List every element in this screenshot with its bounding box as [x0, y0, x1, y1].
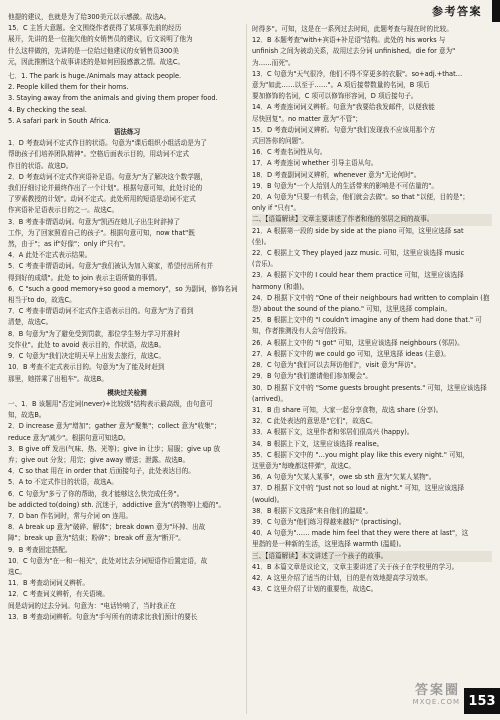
text-line: 了罗素教授的计划"。动词不定式。此处所用的短语是动词不定式 [8, 195, 196, 204]
text-line: 障"；break up 意为"结束；粉碎"；break off 意为"断开"。 [8, 534, 185, 543]
text-line: (坐)。 [252, 237, 271, 246]
text-line: 5. A safari park in South Africa. [8, 116, 111, 125]
text-line: (would)。 [252, 495, 284, 504]
text-line: 19．B 句意为"一个人给别人的生活带来的影响是不可估量的"。 [252, 181, 438, 190]
text-line: 27．A 根据下文中的 we could go 可知，这里选择 ideas (主意)。 [252, 349, 450, 358]
text-line: 里指的是一种新的生活，这里选择 warmth (温暖)。 [252, 540, 406, 549]
text-line: 40．A 句意为"…… made him feel that they were there at last"，这 [252, 529, 469, 538]
text-line: 10．C 句意为"在一和一相关"，此处对比去分词短语作后置定语，故 [8, 556, 208, 565]
text-line: 12．C 考查词义辨析，有关语境。 [8, 590, 109, 599]
text-line: 17．A 考查连词 whether 引导主语从句。 [252, 159, 378, 168]
text-line: 语法练习 [113, 128, 141, 137]
text-line: 33．A 根据下文，这里作者和邻居们很高兴 (happy)。 [252, 428, 414, 437]
text-line: 5．A to 不定式作目的状语，故选A。 [8, 478, 118, 487]
text-line: be addicted to(doing) sth. 沉迷于，addictive 意为"(药物等)上瘾的"。 [8, 500, 226, 509]
text-line: 18．D 考查副词词义辨析，whenever 意为"无论何时"。 [252, 170, 421, 179]
text-line: 知，故选B。 [8, 411, 46, 420]
text-line: 知，作者推测没有人会写信投诉。 [252, 327, 351, 336]
text-line: 3．B 考查非谓语动词。句意为"凯西在她儿子出生时辞掉了 [8, 217, 181, 226]
text-line: 交作业"。此处 to avoid 表示目的，作状语，故选B。 [8, 340, 166, 349]
header-title: 参考答案 [432, 5, 482, 18]
text-line: 2. People killed them for their horns. [8, 83, 129, 92]
text-line: 要加修饰的名词，C 项可以修饰形容词，D 项后接句子。 [252, 92, 418, 101]
text-line: 那里，她搭乘了出租车"。故选B。 [8, 374, 108, 383]
text-line: 15．D 考查动词词义辨析。句意为"我们发现我不应该用那个方 [252, 125, 436, 134]
text-line: 41．B 本篇文章是议论文，文章主要讲述了关于孩子在学校里的学习。 [252, 562, 459, 571]
text-line: 21．A 根据第一段的 side by side at the piano 可知，这里应选择 sat [252, 226, 464, 235]
watermark-logo [368, 684, 460, 706]
text-line: 帮助孩子们培养团队精神"。空格后面表示目的，用动词不定式 [8, 150, 190, 159]
text-line: 29．B 句意为"我们邀请他们参加聚会"。 [252, 372, 372, 381]
text-line: 式回答你的问题"。 [252, 137, 308, 146]
text-line: 6．C 句意为"多亏了你的帮助，我才能够这么快完成任务"。 [8, 489, 184, 498]
text-line: 为……而死"。 [252, 58, 295, 67]
header-bar [492, 0, 500, 22]
text-line: 1．D 考查动词不定式作目的状语。句意为"课后组织小组活动是为了 [8, 139, 208, 148]
text-line: 3. Staying away from the animals and giving them proper food. [8, 94, 218, 103]
text-line: 12．B 本题考查"with+宾语+补足语"结构。此处的 his works 与 [252, 36, 446, 45]
text-line: 23．A 根据下文中的 I could hear them practice 可知，这里应该选择 [252, 271, 464, 280]
text-line: 9．C 句意为"我们决定明天早上出发去旅行，故选C。 [8, 352, 165, 361]
text-line: 展开，先讲的是一位拖欠他的女销售员的建议，后文说明了他为 [8, 35, 193, 44]
page-header [390, 0, 500, 22]
text-line: unfinish 之间为被动关系，故用过去分词 unfinished。die for 意为" [252, 47, 456, 56]
text-line: 2．D 考查动词不定式作宾语补足语。句意为"为了解决这个数学题， [8, 172, 208, 181]
text-line: harmony (和谐)。 [252, 282, 309, 291]
text-line: 13．C 句意为"天气很冷，他们不得不穿更多的衣服"。so+adj.+that… [252, 69, 463, 78]
text-line: 我们仔细讨论并最终作出了一个计划"。根据句意可知，此处讨论的 [8, 184, 203, 193]
text-line: 作宾语补足语表示目的之一。故选C。 [8, 206, 119, 215]
text-line: 模块过关检测 [107, 388, 147, 397]
text-line: reduce 意为"减少"。根据句意可知选D。 [8, 433, 130, 442]
text-line: 他提的建议，也就是为了给300美元以示感激。故选A。 [8, 13, 171, 21]
text-line: 选C。 [8, 567, 26, 576]
left-column [8, 12, 246, 623]
text-line: 16．C 考查名词性从句。 [252, 148, 327, 157]
text-line: 7．D ban 作名词时，常与介词 on 连用。 [8, 511, 132, 520]
text-line: (arrived)。 [252, 394, 288, 403]
logo-url: MXQE.COM [412, 698, 460, 706]
text-line: 30．D 根据下文中的 "Some guests brought presents." 可知，这里应该选择 [252, 383, 487, 392]
text-line: 意为"如此……以至于……"。A 项后接带数量的名词，B 项后 [252, 81, 430, 90]
text-line: 怨) about the sound of the piano." 可知，这里选择 complain。 [252, 305, 452, 314]
text-line: 15．C 主旨大意题。全文围绕作者获得了某项事先前的经历 [8, 24, 182, 33]
text-line: 时得多"。可知，这是在一系列过去时间，此题考查与现在时的比较。 [252, 25, 453, 33]
page-number: 153 [464, 688, 500, 714]
text-line: 42．A 这里介绍了适当的计划，目的是有效地提高学习效率。 [252, 573, 432, 582]
text-line: 13．B 考查动词辨析。句意为"手写所有的请求比我们预计的要长 [8, 612, 198, 621]
text-line: 元，因此推断这个故事讲述的是如何回报感激之情。故选C。 [8, 57, 185, 66]
text-line: 26．A 根据上文中的 "I got" 可知，这里应该选择 neighbours (邻居)。 [252, 338, 464, 347]
text-line: 37．D 根据下文中的 "Just not so loud at night." 可知，这里应该选择 [252, 484, 465, 493]
text-line: 11．B 考查动词词义辨析。 [8, 579, 89, 588]
text-line: 20．A 句意为"只要一有机会，他们就会去做"。so that "以便，目的是"； [252, 193, 470, 202]
text-line: 14．A 考查连词词义辨析。句意为"我要给我发邮件，以便我能 [252, 103, 435, 112]
text-line: 什么这样做的，先讲的是一位给过他建议的女销售员300美 [8, 46, 179, 55]
text-line: 8．B 句意为"为了避免受到罚款，那位学生努力学习并准时 [8, 329, 181, 338]
text-line: 4．C so that 用在 in order that 后面接句子，此处表达目的。 [8, 467, 195, 476]
right-column [252, 24, 492, 595]
text-line: 25．B 根据上文中的 "I couldn't imagine any of them had done that." 可 [252, 316, 482, 325]
text-line: 弃；give out 分发；用完；give away 赠送；泄露。故选B。 [8, 455, 190, 464]
text-line: 间是动词的过去分词。句意为："电话铃响了，当时我正在 [8, 601, 176, 610]
text-line: 工作，为了回家照看自己的孩子"。根据句意可知，now that"既 [8, 228, 195, 237]
text-line: 三、【语篇解读】本文讲述了一个孩子的故事。 [252, 551, 492, 562]
text-line: 清楚，故选C。 [8, 318, 53, 327]
text-line: 尽快回复"。no matter 意为"不管"； [252, 114, 362, 123]
text-line: 35．C 根据下文中的 "…you might play like this every night." 可知， [252, 450, 469, 459]
text-line: 七．1. The park is huge./Animals may attack people. [8, 72, 182, 81]
text-line: 38．B 根据下文选择"来自他们的温暖"。 [252, 506, 372, 515]
text-line: 得到好的成绩"。此处 to join 表示主语所做的事情。 [8, 273, 162, 282]
text-line: 4. By checking the seal. [8, 105, 87, 114]
text-line: 然，由于"；as if"好像"；only if"只有"。 [8, 240, 130, 249]
text-line: 28．C 句意为"我们可以去拜访他们"，visit 意为"拜访"。 [252, 361, 421, 370]
text-line: 相当于to do，故选C。 [8, 296, 76, 305]
text-line: 43．C 这里介绍了计划的重要性，故选C。 [252, 585, 378, 594]
text-line: 二、【语篇解读】文章主要讲述了作者和他的邻居之间的故事。 [252, 214, 492, 225]
text-line: 32．C 此处表达的意思是"它们"，故选C。 [252, 417, 377, 426]
text-line: 6．C "such a good memory+so good a memory"，so 为副词，修饰名词 [8, 284, 238, 293]
text-line: 8．A break up 意为"破碎、解体"；break down 意为"坏掉、出故 [8, 523, 206, 532]
text-line: only if "只有"。 [252, 204, 301, 213]
text-line: 这里意为"每晚都这样弹"，故选C。 [252, 461, 355, 470]
text-line: (音乐)。 [252, 260, 277, 269]
text-line: 5．C 考查非谓语动词。句意为"我们被认为加入赛家，希望付出所有并 [8, 262, 214, 271]
text-line: 9．B 考查固定搭配。 [8, 545, 72, 554]
text-line: 作目的状语。故选D。 [8, 161, 73, 170]
column-divider [246, 24, 247, 714]
text-line: 一、1．B 该题用"否定词(never)+比较级"结构表示最高级，由句意可 [8, 399, 213, 408]
text-line: 36．A 句意为"欠某人某事"，owe sb sth 意为"欠某人某物"。 [252, 473, 436, 482]
text-line: 2．D increase 意为"增加"；gather 意为"聚集"；collect 意为"收集"； [8, 422, 221, 431]
text-line: 24．D 根据下文中的 "One of their neighbours had written to complain (抱 [252, 293, 490, 302]
text-line: 31．B 由 share 可知，大家一起分享食物，故选 share (分享)。 [252, 405, 443, 414]
text-line: 3．B give off 发出(气味、热、光等)；give in 让步；屈服；give up 放 [8, 444, 221, 453]
text-line: 4．A 此处不定式表示结果。 [8, 251, 92, 260]
text-line: 10．B 考查不定式表示目的。句意为"为了能及时赶到 [8, 363, 165, 372]
text-line: 7．C 考查非谓语动词不定式作主语表示目的。句意为"为了看到 [8, 307, 194, 316]
logo-text: 答案圈 [414, 683, 460, 698]
text-line: 34．B 根据上下文，这里应该选择 realise。 [252, 439, 384, 448]
text-line: 22．C 根据上文 They played jazz music. 可知，这里应该选择 music [252, 249, 465, 258]
text-line: 39．C 句意为"他们练习得越来越好" (practising)。 [252, 517, 406, 526]
